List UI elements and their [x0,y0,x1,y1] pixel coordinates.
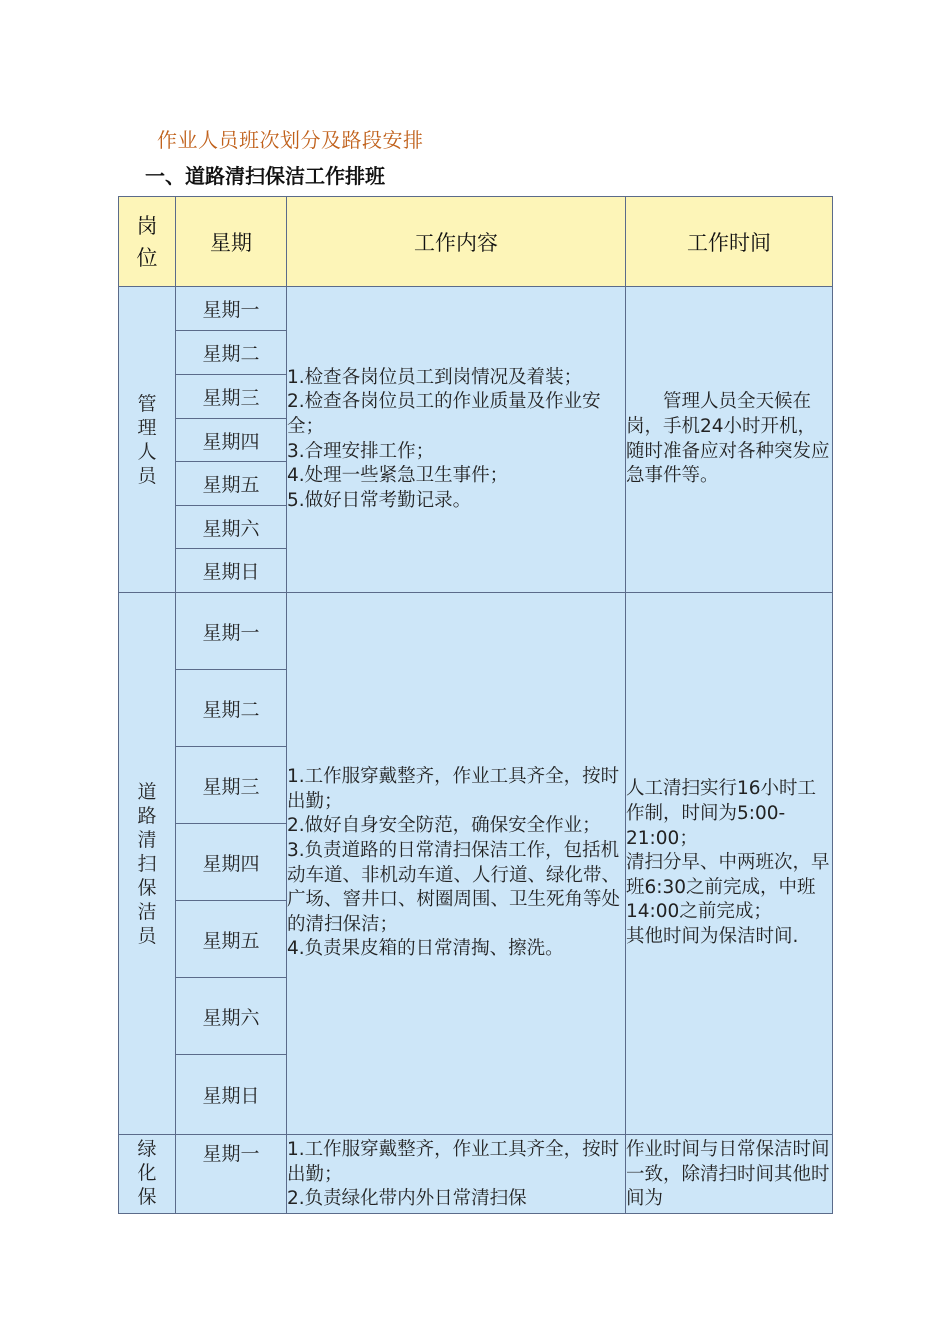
table-row [119,287,833,331]
content-line: 1.工作服穿戴整齐，作业工具齐全，按时出勤； [287,1139,620,1185]
table-row [119,1135,833,1214]
header-post-char: 位 [136,245,158,270]
weekday-cell: 星期三 [176,375,287,419]
content-line: 4.负责果皮箱的日常清掏、擦洗。 [287,938,564,960]
time-cell-manager [626,287,833,593]
content-line: 2.检查各岗位员工的作业质量及作业安全； [287,391,601,437]
weekday-cell: 星期一 [176,593,287,670]
weekday-cell: 星期日 [176,549,287,593]
time-cell-greening [626,1135,833,1214]
header-row [119,197,833,287]
time-line: 其他时间为保洁时间. [626,925,799,947]
content-cell-cleaner [287,593,626,1135]
content-line: 4.处理一些紧急卫生事件； [287,465,509,487]
weekday-cell: 星期六 [176,506,287,549]
post-char: 员 [137,924,157,947]
header-weekday: 星期 [176,197,287,287]
weekday-cell: 星期四 [176,419,287,462]
post-char: 管 [137,392,157,415]
post-char: 道 [137,780,157,803]
time-text: 管理人员全天候在岗，手机24小时开机，随时准备应对各种突发应急事件等。 [626,391,830,487]
weekday-cell: 星期四 [176,824,287,901]
post-cell-manager [119,287,176,593]
content-cell-greening [287,1135,626,1214]
content-line: 1.工作服穿戴整齐，作业工具齐全，按时出勤； [287,766,620,812]
post-char: 洁 [137,900,157,923]
content-line: 2.做好自身安全防范，确保安全作业； [287,815,601,837]
time-line: 人工清扫实行16小时工作制，时间为5:00-21:00； [626,778,817,849]
post-cell-greening [119,1135,176,1214]
content-line: 3.合理安排工作； [287,440,435,462]
content-cell-manager [287,287,626,593]
table-row [119,593,833,670]
document-title: 作业人员班次划分及路段安排 [157,128,424,152]
weekday-cell: 星期五 [176,901,287,978]
weekday-cell: 星期二 [176,670,287,747]
header-time: 工作时间 [626,197,833,287]
post-cell-cleaner [119,593,176,1135]
section-title: 一、道路清扫保洁工作排班 [145,164,385,188]
weekday-cell: 星期五 [176,462,287,506]
post-char: 保 [137,876,157,899]
post-char: 员 [137,464,157,487]
header-post [119,197,176,287]
post-char: 清 [137,828,157,851]
weekday-cell: 星期二 [176,331,287,375]
content-line: 5.做好日常考勤记录。 [287,489,472,511]
post-char: 路 [137,804,157,827]
content-line: 3.负责道路的日常清扫保洁工作，包括机动车道、非机动车道、人行道、绿化带、广场、窨井口、树圈周围、卫生死角等处的清扫保洁； [287,839,621,935]
header-content: 工作内容 [287,197,626,287]
content-line: 2.负责绿化带内外日常清扫保 [287,1188,527,1210]
post-char: 绿 [137,1138,157,1160]
header-post-char: 岗 [136,213,158,238]
post-char: 化 [137,1162,157,1184]
post-char: 理 [137,416,157,439]
time-text: 作业时间与日常保洁时间一致，除清扫时间其他时间为 [626,1139,830,1210]
time-line: 清扫分早、中两班次，早班6:30之前完成，中班14:00之前完成； [626,852,830,923]
content-line: 1.检查各岗位员工到岗情况及着装； [287,366,583,388]
weekday-cell: 星期日 [176,1055,287,1135]
time-cell-cleaner [626,593,833,1135]
weekday-cell: 星期一 [176,287,287,331]
weekday-cell: 星期三 [176,747,287,824]
post-char: 扫 [137,852,157,875]
weekday-cell: 星期一 [176,1135,287,1214]
weekday-cell: 星期六 [176,978,287,1055]
post-char: 保 [137,1186,157,1208]
schedule-table [118,196,833,1214]
post-char: 人 [137,440,157,463]
